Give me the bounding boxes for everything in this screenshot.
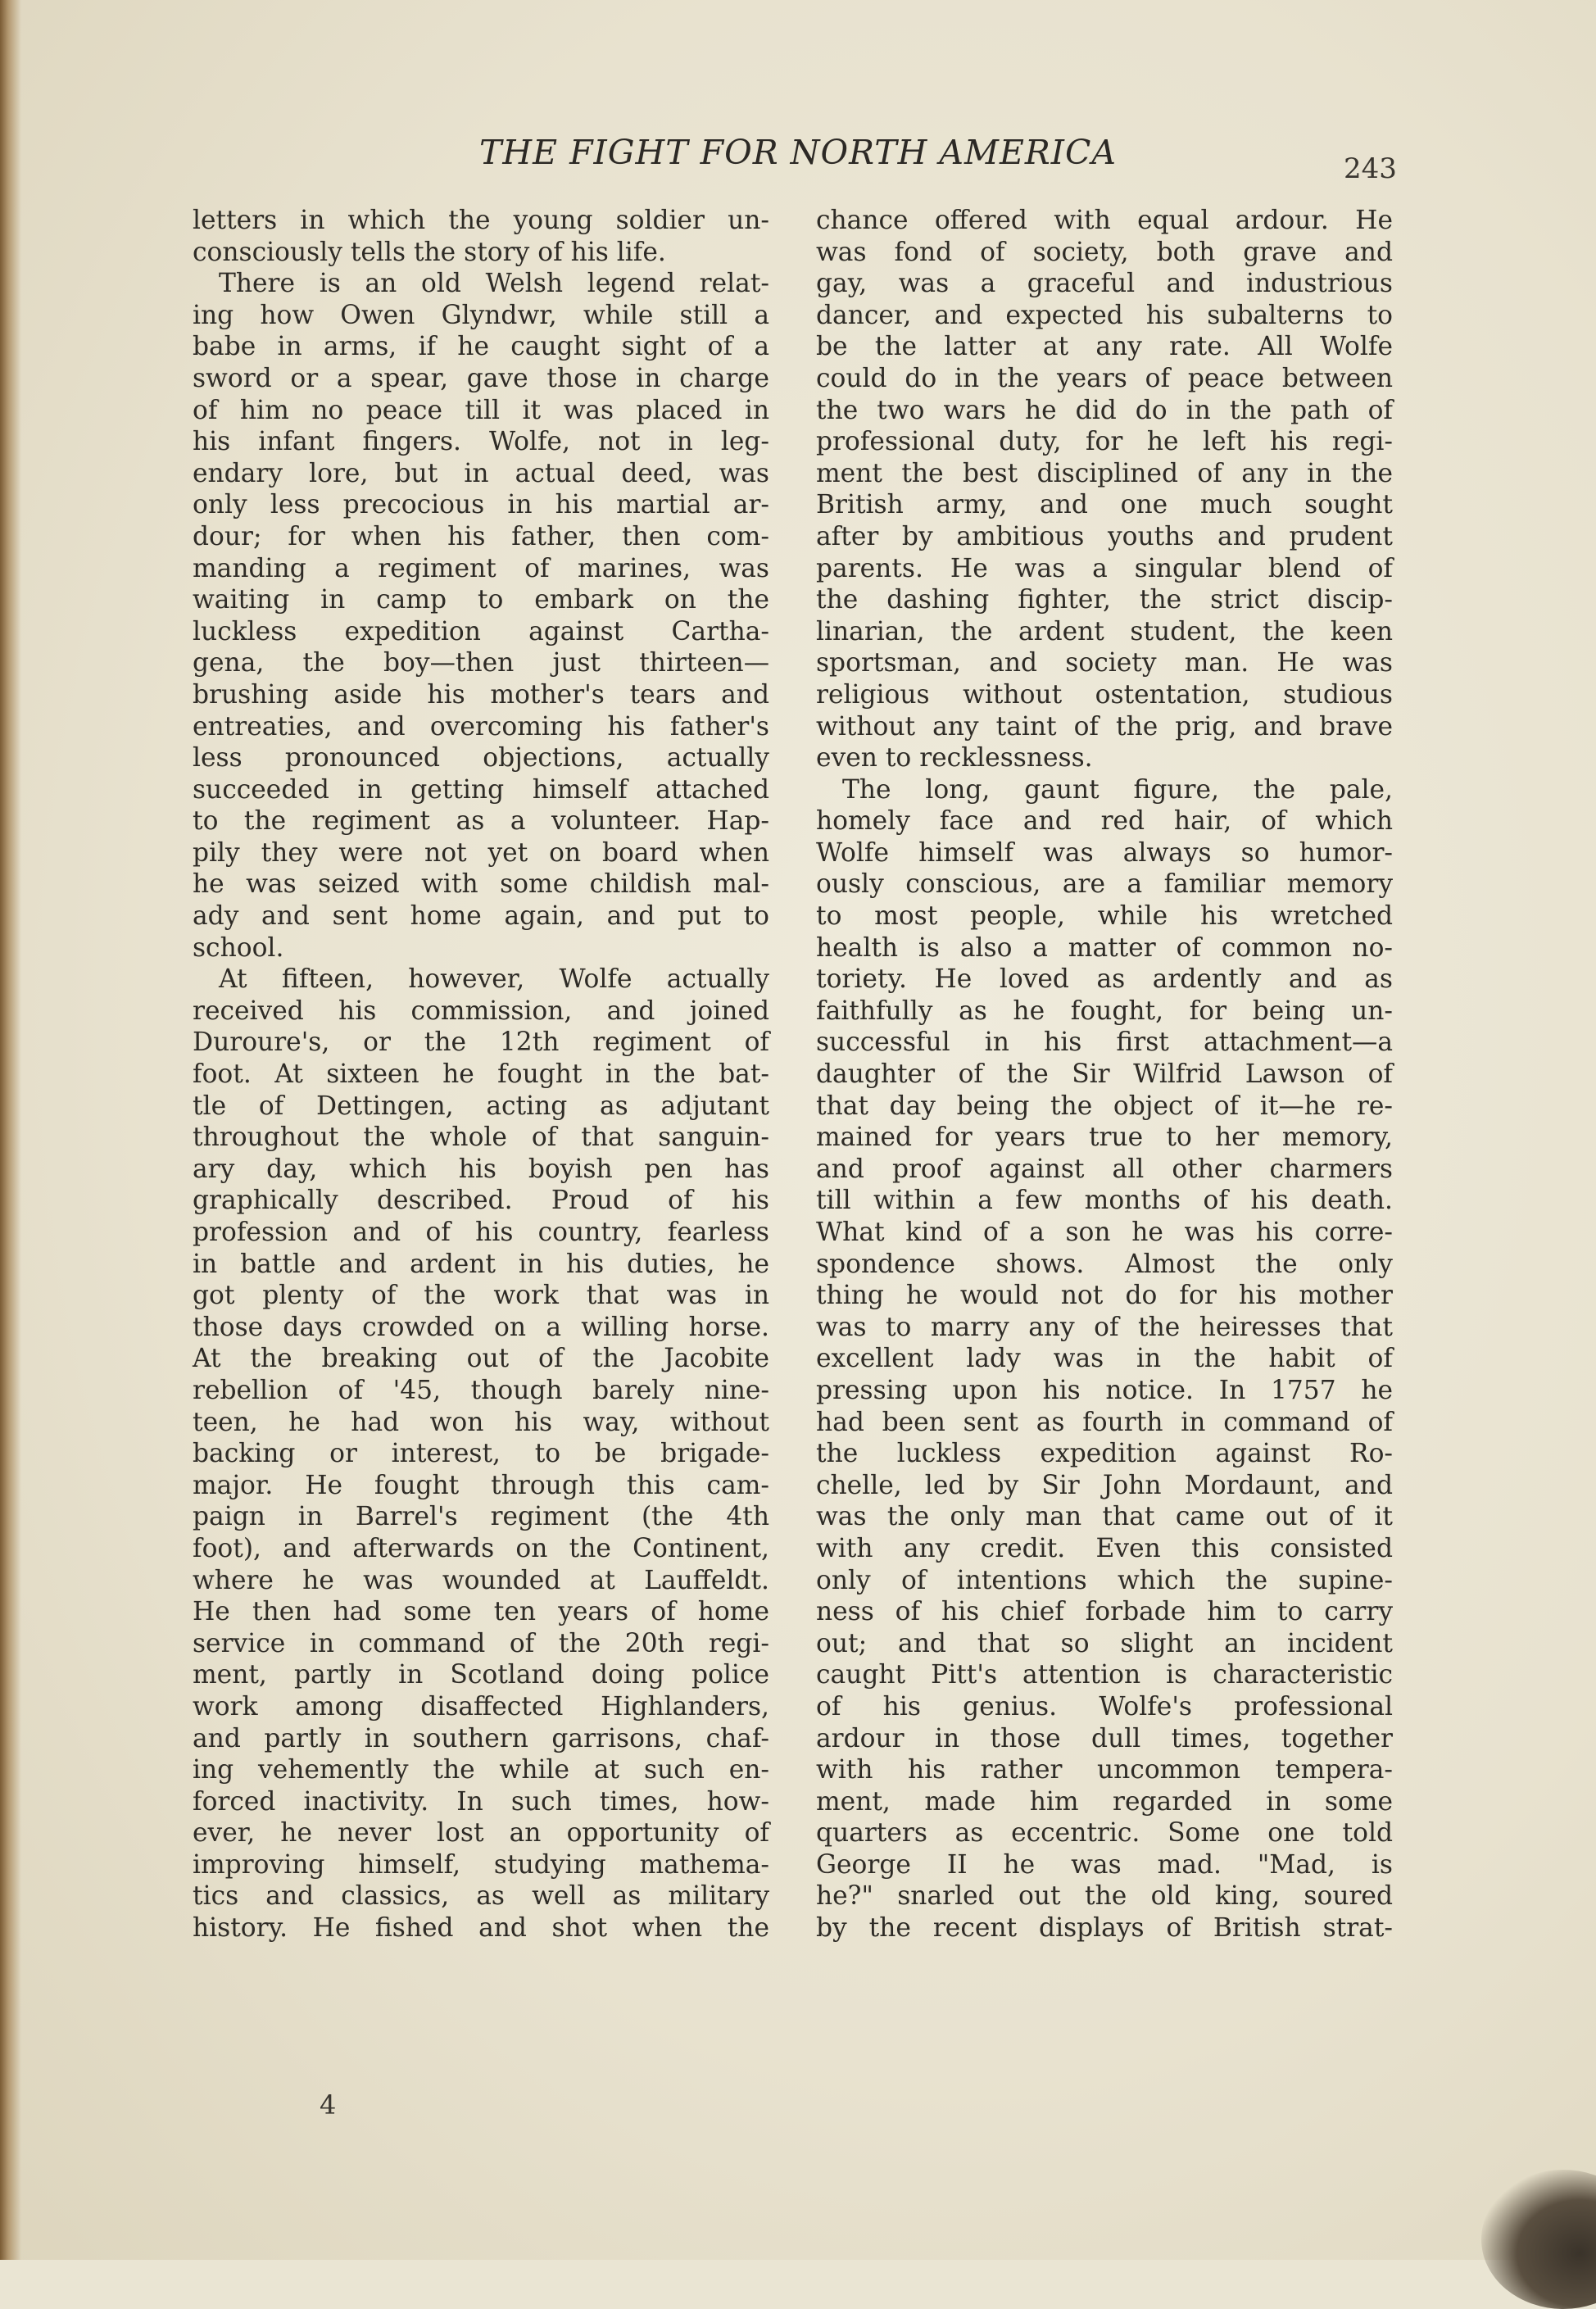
text-line: faithfully as he fought, for being un- (816, 996, 1393, 1026)
text-line: by the recent displays of British strat- (816, 1913, 1393, 1944)
text-line: There is an old Welsh legend relat- (219, 269, 769, 299)
text-line: got plenty of the work that was in (193, 1281, 769, 1311)
text-line: excellent lady was in the habit of (816, 1344, 1393, 1374)
text-line: to most people, while his wretched (816, 901, 1393, 932)
text-line: gay, was a graceful and industrious (816, 269, 1393, 299)
text-line: history. He fished and shot when the (193, 1913, 769, 1944)
text-line: ing how Owen Glyndwr, while still a (193, 300, 769, 330)
text-line: tics and classics, as well as military (193, 1881, 769, 1912)
text-line: was the only man that came out of it (816, 1502, 1393, 1532)
text-line: ment, made him regarded in some (816, 1786, 1393, 1817)
text-line: with any credit. Even this consisted (816, 1533, 1393, 1563)
text-line: foot), and afterwards on the Continent, (193, 1533, 769, 1563)
text-line: only of intentions which the supine- (816, 1565, 1393, 1595)
text-line: he?" snarled out the old king, soured (816, 1881, 1393, 1912)
text-line: manding a regiment of marines, was (193, 553, 769, 583)
text-line: pily they were not yet on board when (193, 837, 769, 868)
text-line: backing or interest, to be brigade- (193, 1439, 769, 1469)
text-line: British army, and one much sought (816, 490, 1393, 520)
text-line: out; and that so slight an incident (816, 1628, 1393, 1658)
text-line: consciously tells the story of his life. (193, 237, 666, 267)
text-line: could do in the years of peace between (816, 363, 1393, 393)
text-line: What kind of a son he was his corre- (816, 1218, 1393, 1247)
text-line: paign in Barrel's regiment (the 4th (193, 1502, 769, 1532)
text-line: was fond of society, both grave and (816, 237, 1393, 267)
text-line: with his rather uncommon tempera- (816, 1755, 1393, 1785)
text-line: mained for years true to her memory, (816, 1123, 1393, 1153)
text-line: was to marry any of the heiresses that (816, 1312, 1393, 1342)
text-line: linarian, the ardent student, the keen (816, 616, 1393, 646)
text-line: George II he was mad. "Mad, is (816, 1849, 1393, 1880)
text-line: the two wars he did do in the path of (816, 395, 1393, 425)
text-line: less pronounced objections, actually (193, 743, 769, 773)
text-line: throughout the whole of that sanguin- (193, 1123, 769, 1153)
text-line: letters in which the young soldier un- (193, 206, 769, 235)
page-corner-shadow (1481, 2170, 1596, 2309)
text-line: of him no peace till it was placed in (193, 395, 769, 425)
text-line: had been sent as fourth in command of (816, 1407, 1393, 1437)
page-number: 243 (1344, 152, 1397, 185)
text-line: the luckless expedition against Ro- (816, 1439, 1393, 1469)
text-line: chelle, led by Sir John Mordaunt, and (816, 1470, 1393, 1500)
text-line: even to recklessness. (816, 743, 1093, 773)
text-line: entreaties, and overcoming his father's (193, 711, 769, 742)
text-line: quarters as eccentric. Some one told (816, 1818, 1393, 1849)
text-line: At fifteen, however, Wolfe actually (219, 964, 769, 995)
text-line: be the latter at any rate. All Wolfe (816, 332, 1393, 362)
text-line: ady and sent home again, and put to (193, 901, 769, 932)
text-line: to the regiment as a volunteer. Hap- (193, 806, 769, 837)
text-line: till within a few months of his death. (816, 1186, 1393, 1216)
right-text-column (816, 205, 1393, 1944)
text-line: luckless expedition against Cartha- (193, 616, 769, 646)
text-line: major. He fought through this cam- (193, 1470, 769, 1500)
text-line: graphically described. Proud of his (193, 1186, 769, 1216)
text-line: sword or a spear, gave those in charge (193, 363, 769, 393)
text-line: teen, he had won his way, without (193, 1407, 769, 1437)
text-line: and partly in southern garrisons, chaf- (193, 1723, 769, 1753)
text-line: parents. He was a singular blend of (816, 553, 1393, 583)
text-line: Wolfe himself was always so humor- (816, 837, 1393, 868)
text-line: received his commission, and joined (193, 996, 769, 1026)
text-line: ever, he never lost an opportunity of (193, 1818, 769, 1849)
text-line: school. (193, 932, 284, 963)
text-line: professional duty, for he left his regi- (816, 427, 1393, 457)
text-line: forced inactivity. In such times, how- (193, 1786, 769, 1817)
text-line: succeeded in getting himself attached (193, 774, 769, 805)
text-line: profession and of his country, fearless (193, 1218, 769, 1247)
text-line: those days crowded on a willing horse. (193, 1312, 769, 1342)
text-line: that day being the object of it—he re- (816, 1091, 1393, 1121)
text-line: tle of Dettingen, acting as adjutant (193, 1091, 769, 1121)
text-line: health is also a matter of common no- (816, 932, 1393, 963)
text-line: The long, gaunt figure, the pale, (842, 774, 1393, 805)
text-line: rebellion of '45, though barely nine- (193, 1375, 769, 1405)
text-line: brushing aside his mother's tears and (193, 679, 769, 710)
text-line: spondence shows. Almost the only (816, 1249, 1393, 1279)
text-line: he was seized with some childish mal- (193, 869, 769, 900)
text-line: without any taint of the prig, and brave (816, 711, 1393, 742)
text-line: dancer, and expected his subalterns to (816, 300, 1393, 330)
signature-mark: 4 (320, 2089, 337, 2121)
page-gutter-edge (0, 0, 21, 2260)
text-line: daughter of the Sir Wilfrid Lawson of (816, 1059, 1393, 1090)
text-line: thing he would not do for his mother (816, 1281, 1393, 1311)
text-line: endary lore, but in actual deed, was (193, 458, 769, 488)
text-line: pressing upon his notice. In 1757 he (816, 1375, 1393, 1405)
text-line: foot. At sixteen he fought in the bat- (193, 1059, 769, 1090)
text-line: chance offered with equal ardour. He (816, 206, 1393, 235)
text-line: ness of his chief forbade him to carry (816, 1597, 1393, 1627)
text-line: caught Pitt's attention is characteristic (816, 1660, 1393, 1690)
text-line: in battle and ardent in his duties, he (193, 1249, 769, 1279)
text-line: improving himself, studying mathema- (193, 1849, 769, 1880)
text-line: his infant fingers. Wolfe, not in leg- (193, 427, 769, 457)
text-line: toriety. He loved as ardently and as (816, 964, 1393, 995)
text-line: He then had some ten years of home (193, 1597, 769, 1627)
text-line: dour; for when his father, then com- (193, 521, 769, 551)
text-line: service in command of the 20th regi- (193, 1628, 769, 1658)
text-line: work among disaffected Highlanders, (193, 1691, 769, 1722)
text-line: religious without ostentation, studious (816, 679, 1393, 710)
text-line: At the breaking out of the Jacobite (193, 1344, 769, 1374)
text-line: ously conscious, are a familiar memory (816, 869, 1393, 900)
text-line: and proof against all other charmers (816, 1154, 1393, 1184)
text-line: ment, partly in Scotland doing police (193, 1660, 769, 1690)
text-line: of his genius. Wolfe's professional (816, 1691, 1393, 1722)
text-line: gena, the boy—then just thirteen— (193, 648, 769, 678)
left-text-column (193, 205, 769, 1944)
running-head: THE FIGHT FOR NORTH AMERICA (479, 133, 1117, 172)
text-line: sportsman, and society man. He was (816, 648, 1393, 678)
text-line: waiting in camp to embark on the (193, 585, 769, 615)
text-line: babe in arms, if he caught sight of a (193, 332, 769, 362)
text-line: Duroure's, or the 12th regiment of (193, 1027, 769, 1058)
text-line: the dashing fighter, the strict discip- (816, 585, 1393, 615)
text-line: after by ambitious youths and prudent (816, 521, 1393, 551)
text-line: homely face and red hair, of which (816, 806, 1393, 837)
text-line: where he was wounded at Lauffeldt. (193, 1565, 769, 1595)
text-line: ary day, which his boyish pen has (193, 1154, 769, 1184)
text-line: ardour in those dull times, together (816, 1723, 1393, 1753)
text-line: ing vehemently the while at such en- (193, 1755, 769, 1785)
text-line: ment the best disciplined of any in the (816, 458, 1393, 488)
text-line: only less precocious in his martial ar- (193, 490, 769, 520)
text-line: successful in his first attachment—a (816, 1027, 1393, 1058)
